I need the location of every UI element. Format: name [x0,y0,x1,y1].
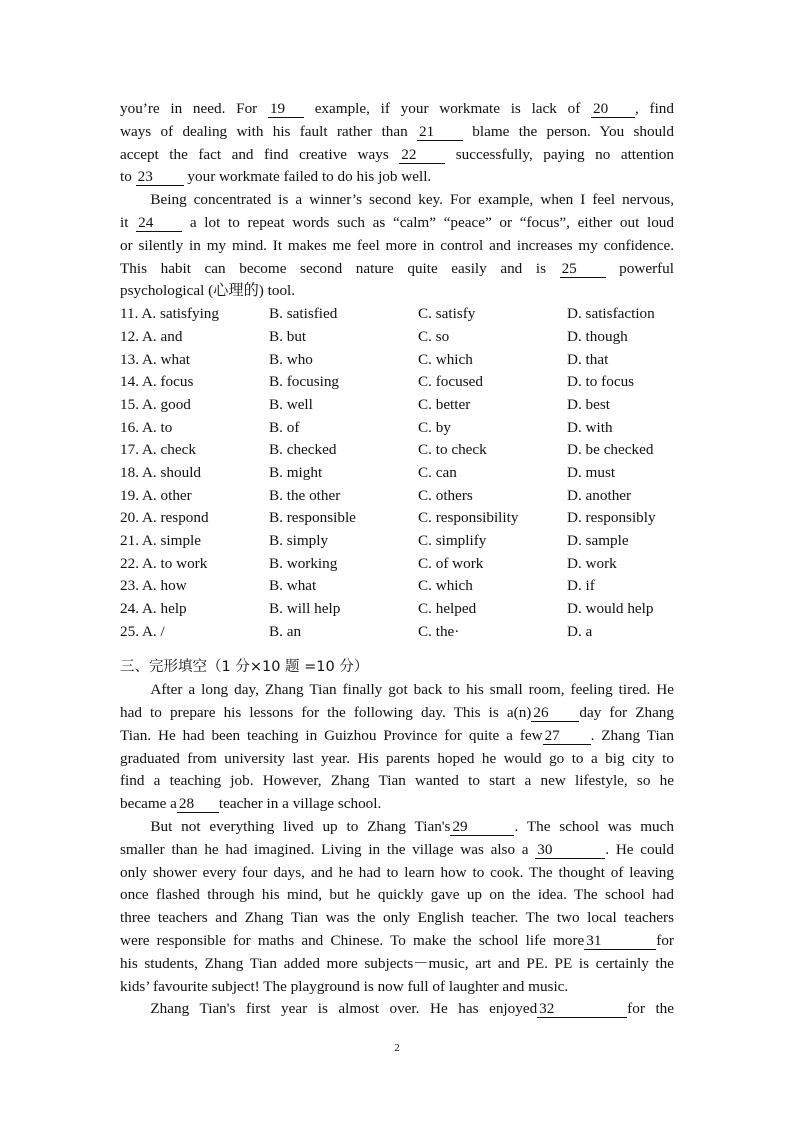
option-b[interactable]: B. satisfied [269,305,338,323]
paragraph-line: it 24 a lot to repeat words such as “calm” “peace” or “focus”, either out loud [120,213,674,231]
option-d[interactable]: D. though [567,327,628,345]
paragraph-line: ways of dealing with his fault rather than 21 blame the person. You should [120,122,674,140]
option-a[interactable]: 16. A. to [120,418,173,436]
option-d[interactable]: D. sample [567,532,629,550]
paragraph-line: only shower every four days, and he had to learn how to cook. The thought of leaving [120,863,674,881]
blank-32[interactable]: 32 [537,1001,627,1018]
blank-27[interactable]: 27 [543,728,591,745]
option-d[interactable]: D. responsibly [567,509,656,527]
option-b[interactable]: B. checked [269,441,337,459]
blank-23[interactable]: 23 [136,169,184,186]
option-c[interactable]: C. of work [418,554,484,572]
paragraph-line: were responsible for maths and Chinese. To make the school life more 31 for [120,932,674,950]
paragraph-line: kids’ favourite subject! The playground is now full of laughter and music. [120,977,569,995]
paragraph-line: became a 28 teacher in a village school. [120,795,382,813]
option-b[interactable]: B. might [269,463,323,481]
option-b[interactable]: B. focusing [269,373,340,391]
option-row-15 [120,394,674,417]
option-row-18 [120,462,674,485]
option-a[interactable]: 11. A. satisfying [120,305,219,323]
blank-19[interactable]: 19 [268,101,304,118]
option-b[interactable]: B. of [269,418,300,436]
paragraph-line: once flashed through his mind, but he quickly gave up on the idea. The school had [120,886,674,904]
option-b[interactable]: B. well [269,395,313,413]
option-c[interactable]: C. which [418,577,473,595]
paragraph-line: But not everything lived up to Zhang Tian's 29 . The school was much [150,818,674,836]
option-b[interactable]: B. simply [269,532,329,550]
option-d[interactable]: D. would help [567,600,654,618]
paragraph-line: find a teaching job. However, Zhang Tian wanted to start a new lifestyle, so he [120,772,674,790]
option-d[interactable]: D. to focus [567,373,635,391]
paragraph-line: three teachers and Zhang Tian was the only English teacher. The two local teachers [120,909,674,927]
option-row-24 [120,598,674,621]
document-page [120,98,674,1021]
option-row-19 [120,485,674,508]
option-row-11 [120,303,674,326]
option-row-16 [120,417,674,440]
blank-24[interactable]: 24 [136,215,182,232]
option-d[interactable]: D. best [567,395,611,413]
options-list [120,303,674,643]
option-row-20 [120,507,674,530]
paragraph-line: you’re in need. For 19 example, if your workmate is lack of 20 , find [120,100,674,117]
option-row-17 [120,439,674,462]
paragraph-line: his students, Zhang Tian added more subjects－music, art and PE. PE is certainly the [120,954,674,972]
blank-21[interactable]: 21 [417,124,463,141]
option-d[interactable]: D. another [567,486,632,504]
option-b[interactable]: B. an [269,622,302,640]
blank-22[interactable]: 22 [399,147,445,164]
option-a[interactable]: 18. A. should [120,463,202,481]
paragraph-line: accept the fact and find creative ways 22 successfully, paying no attention [120,145,674,163]
option-b[interactable]: B. what [269,577,317,595]
paragraph-line: graduated from university last year. His parents hoped he would go to a big city to [120,749,674,767]
option-a[interactable]: 20. A. respond [120,509,209,527]
option-c[interactable]: C. by [418,418,451,436]
option-d[interactable]: D. must [567,463,616,481]
option-c[interactable]: C. can [418,463,457,481]
page-number: 2 [394,1042,400,1054]
paragraph-line: Tian. He had been teaching in Guizhou Province for quite a few 27 . Zhang Tian [120,726,675,744]
option-c[interactable]: C. the· [418,622,460,640]
option-c[interactable]: C. so [418,327,450,345]
option-c[interactable]: C. which [418,350,473,368]
blank-30[interactable]: 30 [535,842,605,859]
option-c[interactable]: C. to check [418,441,487,459]
option-b[interactable]: B. will help [269,600,341,618]
option-a[interactable]: 12. A. and [120,327,183,345]
option-a[interactable]: 17. A. check [120,441,196,459]
section-heading: 三、完形填空（1 分×10 题 =10 分） [120,659,369,676]
blank-26[interactable]: 26 [531,705,579,722]
option-row-23 [120,575,674,598]
option-row-21 [120,530,674,553]
option-c[interactable]: C. others [418,486,473,504]
option-a[interactable]: 19. A. other [120,486,192,504]
option-b[interactable]: B. who [269,350,313,368]
paragraph-line: smaller than he had imagined. Living in the village was also a 30 . He could [120,840,674,858]
option-a[interactable]: 13. A. what [120,350,191,368]
option-b[interactable]: B. working [269,554,338,572]
option-row-12 [120,326,674,349]
option-a[interactable]: 22. A. to work [120,554,208,572]
option-c[interactable]: C. focused [418,373,483,391]
passage-2 [120,679,674,1021]
option-a[interactable]: 15. A. good [120,395,191,413]
option-a[interactable]: 23. A. how [120,577,187,595]
option-d[interactable]: D. that [567,350,609,368]
option-b[interactable]: B. responsible [269,509,356,527]
paragraph-line: Being concentrated is a winner’s second key. For example, when I feel nervous, [150,191,674,209]
option-a[interactable]: 21. A. simple [120,532,202,550]
blank-20[interactable]: 20 [591,101,635,118]
option-b[interactable]: B. but [269,327,307,345]
blank-31[interactable]: 31 [584,933,656,950]
paragraph-line: psychological (心理的) tool. [120,282,296,300]
paragraph-line: After a long day, Zhang Tian finally got back to his small room, feeling tired. He [150,681,674,699]
option-d[interactable]: D. work [567,554,617,572]
paragraph-line: This habit can become second nature quite easily and is 25 powerful [120,259,674,277]
option-row-22 [120,553,674,576]
option-d[interactable]: D. be checked [567,441,654,459]
passage-1 [120,98,674,303]
option-row-13 [120,349,674,372]
paragraph-line: or silently in my mind. It makes me feel more in control and increases my confidence. [120,236,674,254]
paragraph-line: Zhang Tian's first year is almost over. He has enjoyed 32 for the [150,1000,675,1018]
blank-28[interactable]: 28 [177,796,219,813]
option-d[interactable]: D. if [567,577,595,595]
option-a[interactable]: 25. A. / [120,622,165,640]
option-c[interactable]: C. helped [418,600,477,618]
option-d[interactable]: D. a [567,622,593,640]
option-d[interactable]: D. satisfaction [567,305,655,323]
option-d[interactable]: D. with [567,418,613,436]
option-row-14 [120,371,674,394]
option-c[interactable]: C. better [418,395,471,413]
paragraph-line: had to prepare his lessons for the following day. This is a(n) 26 day for Zhang [120,704,674,722]
option-c[interactable]: C. satisfy [418,305,476,323]
option-a[interactable]: 24. A. help [120,600,187,618]
option-row-25 [120,621,674,644]
option-c[interactable]: C. simplify [418,532,487,550]
option-a[interactable]: 14. A. focus [120,373,194,391]
blank-29[interactable]: 29 [450,819,514,836]
option-c[interactable]: C. responsibility [418,509,519,527]
paragraph-line: to 23 your workmate failed to do his job well. [120,168,432,186]
blank-25[interactable]: 25 [560,261,606,278]
option-b[interactable]: B. the other [269,486,341,504]
